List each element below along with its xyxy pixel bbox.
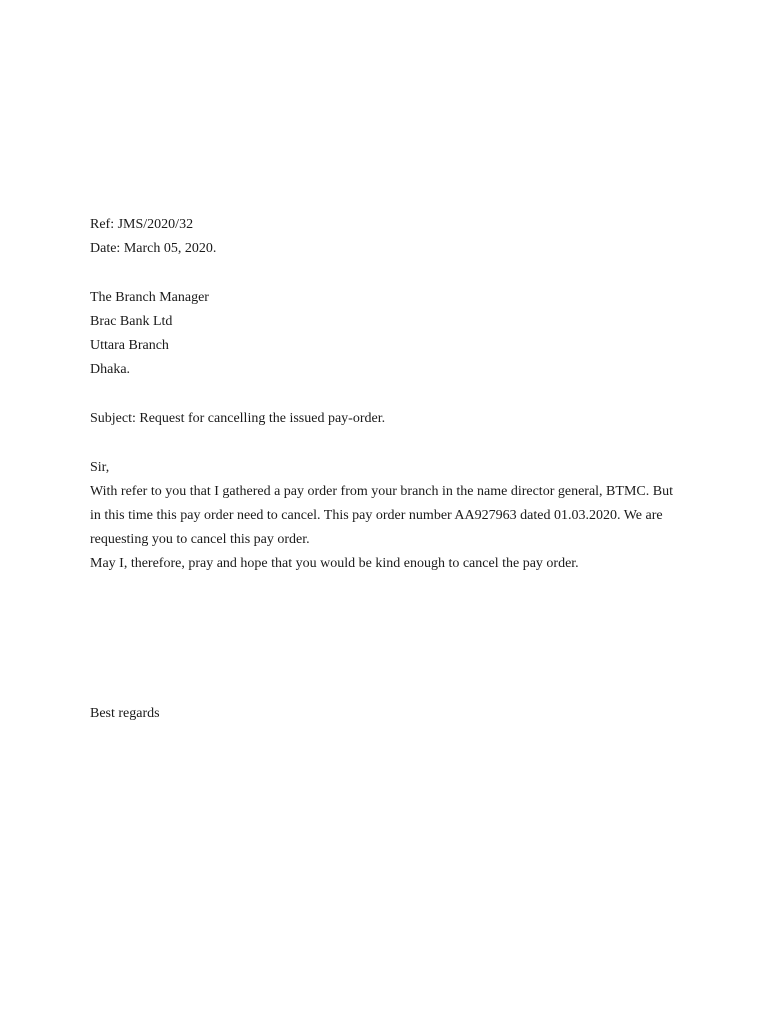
salutation: Sir, — [90, 460, 110, 475]
reference-line: Ref: JMS/2020/32 — [90, 217, 194, 232]
date-line: Date: March 05, 2020. — [90, 241, 217, 256]
spacer — [90, 261, 680, 286]
spacer — [90, 382, 680, 407]
body-line-2: in this time this pay order need to cancel. This pay order number AA927963 dated 01.03.2020. We are — [90, 508, 663, 523]
subject-line: Subject: Request for cancelling the issued pay-order. — [90, 411, 386, 426]
closing-line: Best regards — [90, 706, 160, 721]
spacer — [90, 431, 680, 456]
body-line-3: requesting you to cancel this pay order. — [90, 532, 310, 547]
recipient-title: The Branch Manager — [90, 290, 209, 305]
recipient-city: Dhaka. — [90, 362, 131, 377]
recipient-branch: Uttara Branch — [90, 338, 169, 353]
letter-body — [90, 213, 680, 576]
body-line-1: With refer to you that I gathered a pay order from your branch in the name director general, BTMC. But — [90, 484, 673, 499]
recipient-bank: Brac Bank Ltd — [90, 314, 173, 329]
body-line-4: May I, therefore, pray and hope that you would be kind enough to cancel the pay order. — [90, 556, 579, 571]
